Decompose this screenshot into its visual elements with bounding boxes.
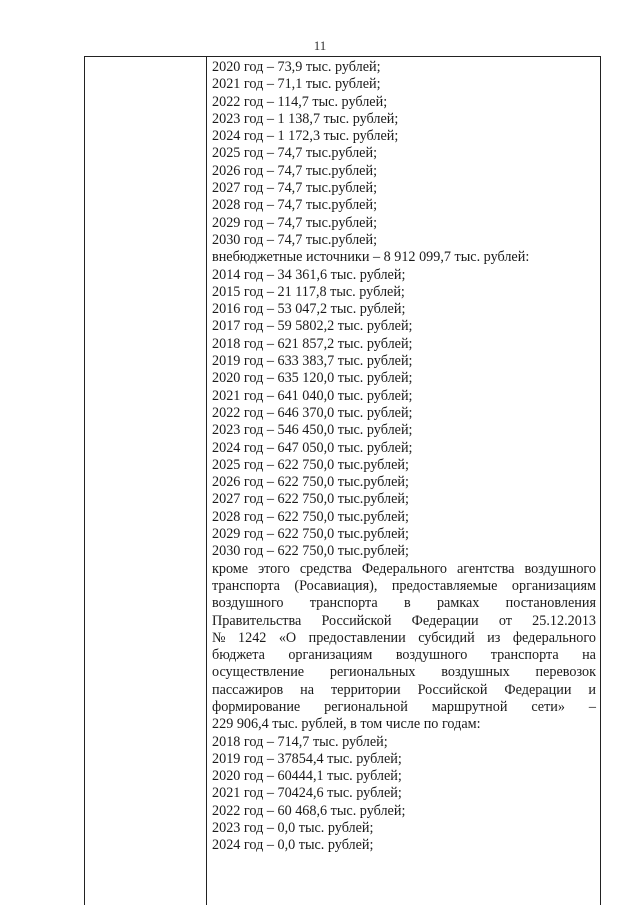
year-amount-line: 2022 год – 60 468,6 тыс. рублей; (212, 802, 406, 819)
year-amount-line: 2020 год – 60444,1 тыс. рублей; (212, 768, 402, 785)
year-amount-line: 2020 год – 635 120,0 тыс. рублей; (212, 370, 413, 387)
paragraph-line: 229 906,4 тыс. рублей, в том числе по годам: (212, 716, 481, 733)
year-amount-line: 2017 год – 59 5802,2 тыс. рублей; (212, 318, 413, 335)
year-amount-line: 2022 год – 114,7 тыс. рублей; (212, 93, 388, 110)
funding-list-part1 (212, 59, 596, 249)
year-amount-line: 2018 год – 714,7 тыс. рублей; (212, 733, 388, 750)
year-amount-line: 2024 год – 0,0 тыс. рублей; (212, 837, 374, 854)
paragraph-line: пассажиров на территории Российской Федерации и (212, 681, 596, 698)
year-amount-line: 2030 год – 622 750,0 тыс.рублей; (212, 543, 409, 560)
year-amount-line: 2025 год – 622 750,0 тыс.рублей; (212, 456, 409, 473)
document-table (84, 56, 601, 905)
year-amount-line: 2030 год – 74,7 тыс.рублей; (212, 231, 378, 248)
year-amount-line: 2026 год – 74,7 тыс.рублей; (212, 162, 378, 179)
paragraph-line: формирование региональной маршрутной сети» – (212, 698, 596, 715)
year-amount-line: 2018 год – 621 857,2 тыс. рублей; (212, 335, 413, 352)
year-amount-line: 2024 год – 1 172,3 тыс. рублей; (212, 128, 399, 145)
year-amount-line: 2016 год – 53 047,2 тыс. рублей; (212, 301, 406, 318)
year-amount-line: 2029 год – 622 750,0 тыс.рублей; (212, 526, 409, 543)
year-amount-line: 2028 год – 622 750,0 тыс.рублей; (212, 508, 409, 525)
year-amount-line: 2019 год – 633 383,7 тыс. рублей; (212, 353, 413, 370)
funding-list-rosaviatsiya (212, 734, 596, 855)
year-amount-line: 2022 год – 646 370,0 тыс. рублей; (212, 404, 413, 421)
year-amount-line: 2015 год – 21 117,8 тыс. рублей; (212, 283, 405, 300)
year-amount-line: 2014 год – 34 361,6 тыс. рублей; (212, 266, 406, 283)
year-amount-line: 2027 год – 622 750,0 тыс.рублей; (212, 491, 409, 508)
paragraph-line: осуществление региональных воздушных перевозок (212, 664, 596, 681)
paragraph-line: Правительства Российской Федерации от 25.12.2013 (212, 612, 596, 629)
year-amount-line: 2023 год – 546 450,0 тыс. рублей; (212, 422, 413, 439)
year-amount-line: 2024 год – 647 050,0 тыс. рублей; (212, 439, 413, 456)
paragraph-line: воздушного транспорта в рамках постановления (212, 595, 596, 612)
paragraph-line: бюджета организациям воздушного транспорта на (212, 647, 596, 664)
paragraph-line: кроме этого средства Федерального агентства воздушного (212, 560, 596, 577)
rosaviatsiya-paragraph (212, 561, 596, 734)
paragraph-line: № 1242 «О предоставлении субсидий из федерального (212, 629, 596, 646)
paragraph-line: транспорта (Росавиация), предоставляемые организациям (212, 577, 596, 594)
column-divider (206, 57, 207, 905)
year-amount-line: 2020 год – 73,9 тыс. рублей; (212, 59, 381, 75)
year-amount-line: 2021 год – 71,1 тыс. рублей; (212, 76, 381, 93)
year-amount-line: 2027 год – 74,7 тыс.рублей; (212, 180, 378, 197)
year-amount-line: 2029 год – 74,7 тыс.рублей; (212, 214, 378, 231)
page-number: 11 (313, 38, 327, 53)
table-right-cell (212, 59, 596, 855)
year-amount-line: 2026 год – 622 750,0 тыс.рублей; (212, 474, 409, 491)
year-amount-line: 2025 год – 74,7 тыс.рублей; (212, 145, 378, 162)
year-amount-line: 2028 год – 74,7 тыс.рублей; (212, 197, 378, 214)
year-amount-line: 2023 год – 0,0 тыс. рублей; (212, 820, 374, 837)
year-amount-line: 2023 год – 1 138,7 тыс. рублей; (212, 110, 399, 127)
extrabudget-header: внебюджетные источники – 8 912 099,7 тыс. рублей: (212, 249, 530, 266)
year-amount-line: 2021 год – 641 040,0 тыс. рублей; (212, 387, 413, 404)
year-amount-line: 2021 год – 70424,6 тыс. рублей; (212, 785, 402, 802)
funding-list-extrabudget (212, 267, 596, 561)
year-amount-line: 2019 год – 37854,4 тыс. рублей; (212, 750, 402, 767)
